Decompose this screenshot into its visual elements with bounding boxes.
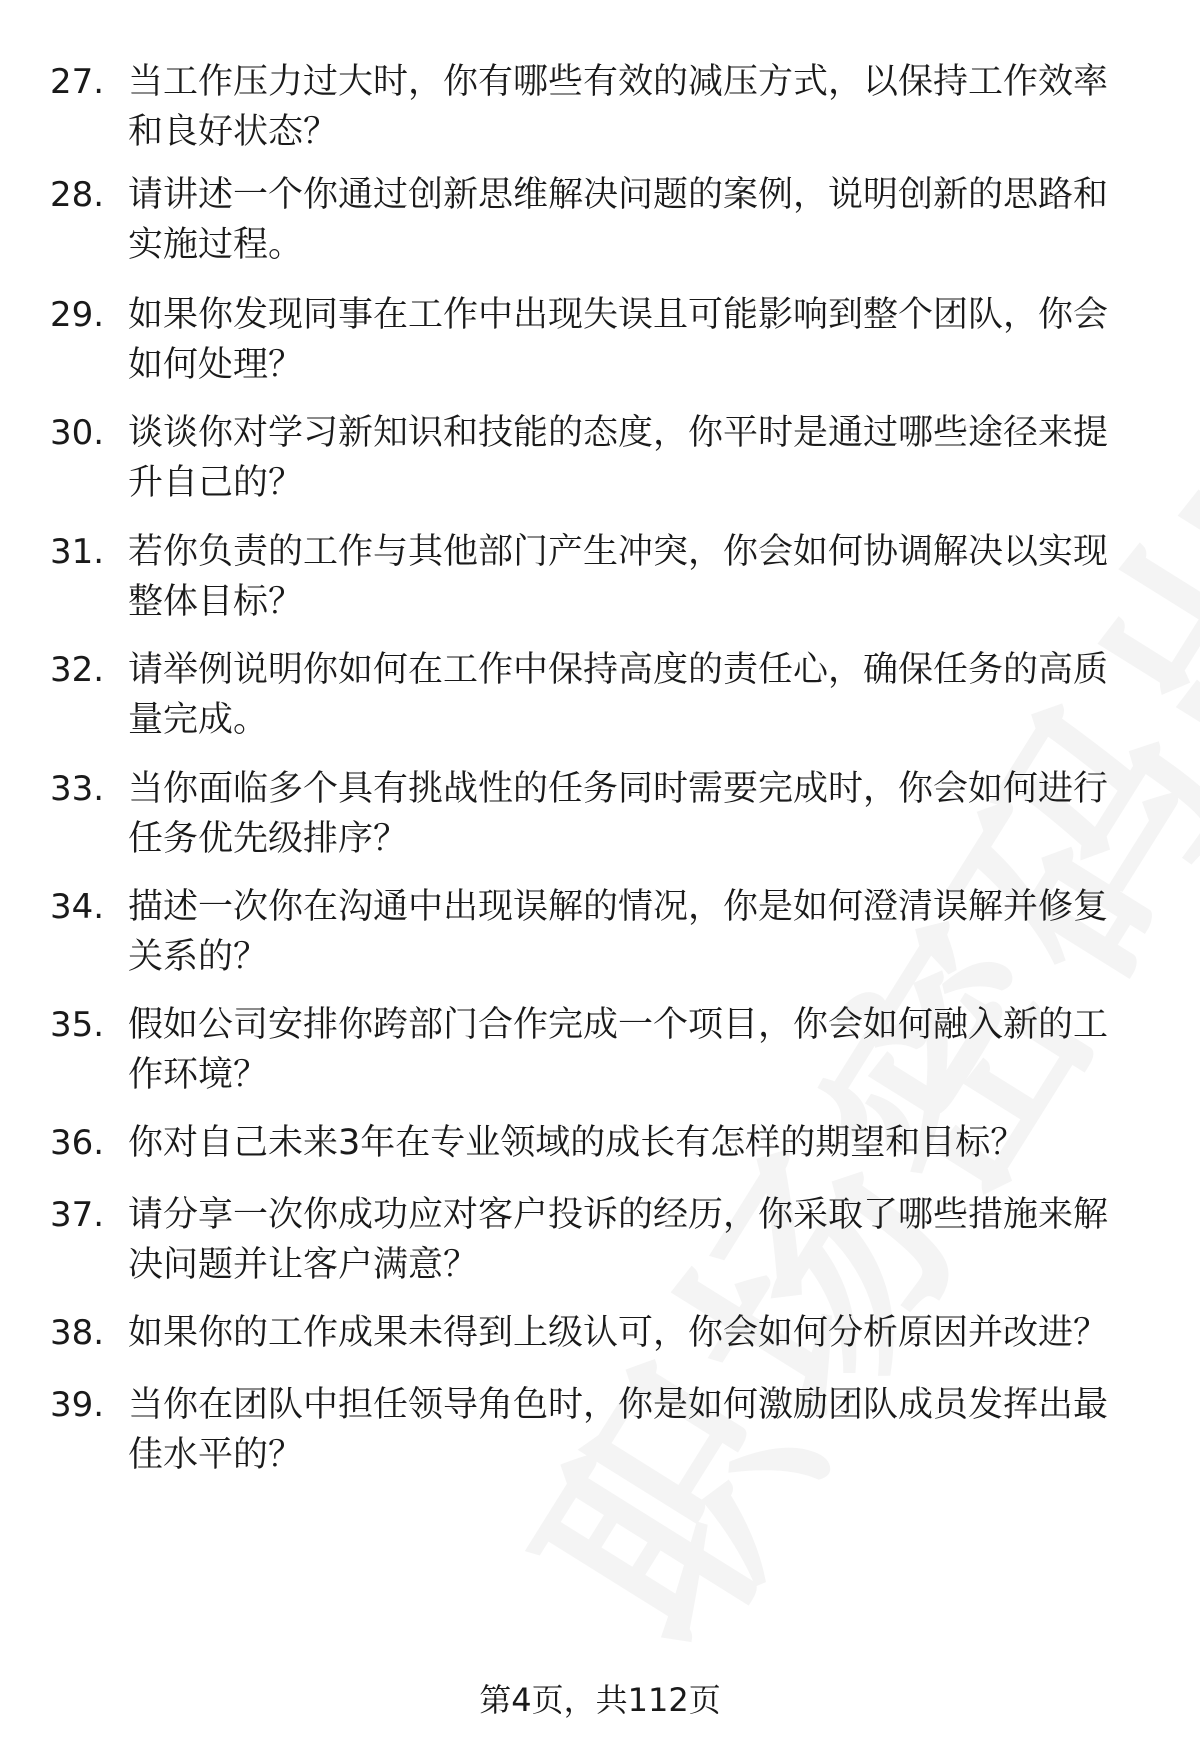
question-item [50,1190,1150,1290]
question-text: 若你负责的工作与其他部门产生冲突，你会如何协调解决以实现整体目标？ [128,532,1109,622]
question-item [50,645,1150,745]
question-number: 32. [50,650,105,690]
question-item [50,170,1150,270]
question-number: 39. [50,1385,105,1425]
question-text: 假如公司安排你跨部门合作完成一个项目，你会如何融入新的工作环境？ [128,1005,1109,1095]
question-number: 37. [50,1195,105,1235]
question-item [50,57,1150,157]
question-number: 36. [50,1123,105,1163]
question-text: 描述一次你在沟通中出现误解的情况，你是如何澄清误解并修复关系的？ [128,887,1109,977]
question-item [50,882,1150,982]
question-text: 当你面临多个具有挑战性的任务同时需要完成时，你会如何进行任务优先级排序？ [128,769,1109,859]
question-text: 你对自己未来3年在专业领域的成长有怎样的期望和目标？ [128,1123,1026,1163]
question-text: 当你在团队中担任领导角色时，你是如何激励团队成员发挥出最佳水平的？ [128,1385,1109,1475]
question-text: 如果你发现同事在工作中出现失误且可能影响到整个团队，你会如何处理？ [128,295,1109,385]
question-item [50,1380,1150,1480]
question-text: 谈谈你对学习新知识和技能的态度，你平时是通过哪些途径来提升自己的？ [128,413,1109,503]
question-number: 28. [50,175,105,215]
question-item [50,527,1150,627]
question-text: 如果你的工作成果未得到上级认可，你会如何分析原因并改进？ [128,1313,1109,1353]
page-footer: 第4页，共112页 [479,1681,721,1719]
question-number: 29. [50,295,105,335]
question-number: 27. [50,62,105,102]
question-text: 当工作压力过大时，你有哪些有效的减压方式，以保持工作效率和良好状态？ [128,62,1109,152]
question-text: 请分享一次你成功应对客户投诉的经历，你采取了哪些措施来解决问题并让客户满意？ [128,1195,1109,1285]
question-number: 35. [50,1005,105,1045]
question-number: 30. [50,413,105,453]
question-item [50,1000,1150,1100]
question-number: 38. [50,1313,105,1353]
question-number: 34. [50,887,105,927]
question-text: 请讲述一个你通过创新思维解决问题的案例，说明创新的思路和实施过程。 [128,175,1109,265]
question-number: 31. [50,532,105,572]
question-item [50,408,1150,508]
question-number: 33. [50,769,105,809]
question-text: 请举例说明你如何在工作中保持高度的责任心，确保任务的高质量完成。 [128,650,1109,740]
question-item [50,764,1150,864]
question-item [50,290,1150,390]
